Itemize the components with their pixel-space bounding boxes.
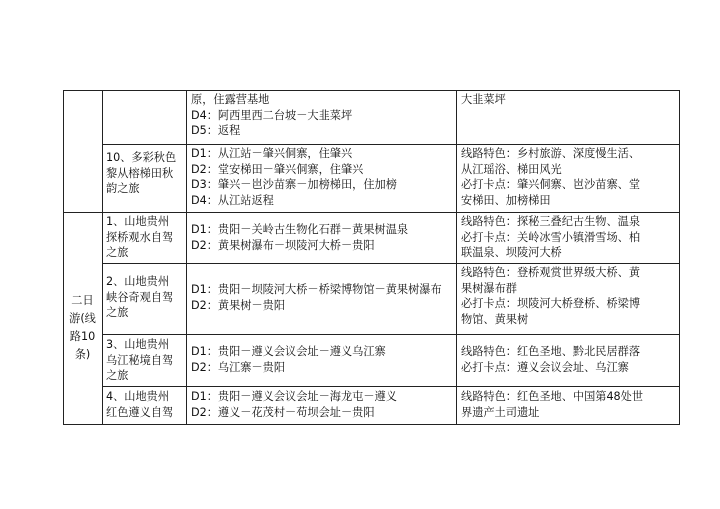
table-right-border: [679, 90, 680, 425]
column-divider: [186, 90, 187, 425]
route-name: 3、山地贵州 乌江秘境自驾 之旅: [106, 338, 174, 383]
table-top-border: [63, 90, 679, 91]
route-name: 1、山地贵州 探桥观水自驾 之旅: [106, 215, 174, 260]
category-label: 二日 游(线 路10 条): [69, 294, 96, 361]
itinerary-text: D1：贵阳－坝陵河大桥－桥梁博物馆－黄果树瀑布 D2：黄果树－贵阳: [191, 283, 442, 312]
itinerary-text: D1：贵阳－关岭古生物化石群－黄果树温泉 D2：黄果树瀑布－坝陵河大桥－贵阳: [191, 223, 409, 252]
route-notes: 线路特色：登桥观赏世界级大桥、黄 果树瀑布群 必打卡点：坝陵河大桥登桥、桥梁博 物馆、黄果树: [461, 266, 641, 326]
itinerary-text: D1：贵阳－遵义会议会址－海龙屯－遵义 D2：遵义－花茂村－苟坝会址－贵阳: [191, 390, 397, 419]
route-name: 10、多彩秋色 黎从榕梯田秋 韵之旅: [106, 151, 177, 196]
route-notes: 大韭菜坪: [461, 93, 506, 106]
row-divider: [102, 386, 679, 387]
table-bottom-border: [63, 424, 679, 425]
route-notes: 线路特色：红色圣地、中国第48处世 界遗产土司遗址: [461, 390, 644, 419]
row-divider: [102, 263, 679, 264]
route-name: 2、山地贵州 峡谷奇观自驾 之旅: [106, 275, 174, 320]
route-notes: 线路特色：探秘三叠纪古生物、温泉 必打卡点：关岭冰雪小镇滑雪场、柏 联温泉、坝陵河大桥: [461, 215, 641, 260]
group-divider: [63, 212, 679, 213]
row-divider: [102, 144, 679, 145]
itinerary-text: D1：贵阳－遵义会议会址－遵义乌江寨 D2：乌江寨－贵阳: [191, 345, 386, 374]
column-divider: [456, 90, 457, 425]
route-name: 4、山地贵州 红色遵义自驾: [106, 390, 174, 419]
row-divider: [102, 334, 679, 335]
route-notes: 线路特色：乡村旅游、深度慢生活、 从江瑶浴、梯田风光 必打卡点：肇兴侗寨、岜沙苗寨、堂 安梯田、加榜梯田: [461, 147, 641, 207]
route-notes: 线路特色：红色圣地、黔北民居群落 必打卡点：遵义会议会址、乌江寨: [461, 345, 641, 374]
itinerary-text: D1：从江站－肇兴侗寨，住肇兴 D2：堂安梯田－肇兴侗寨，住肇兴 D3：肇兴－岜沙苗寨－加榜梯田，住加榜 D4：从江站返程: [191, 147, 397, 207]
itinerary-text: 原，住露营基地 D4：阿西里西二台坡－大韭菜坪 D5：返程: [191, 93, 353, 138]
table-left-border: [63, 90, 64, 425]
column-divider: [102, 90, 103, 425]
